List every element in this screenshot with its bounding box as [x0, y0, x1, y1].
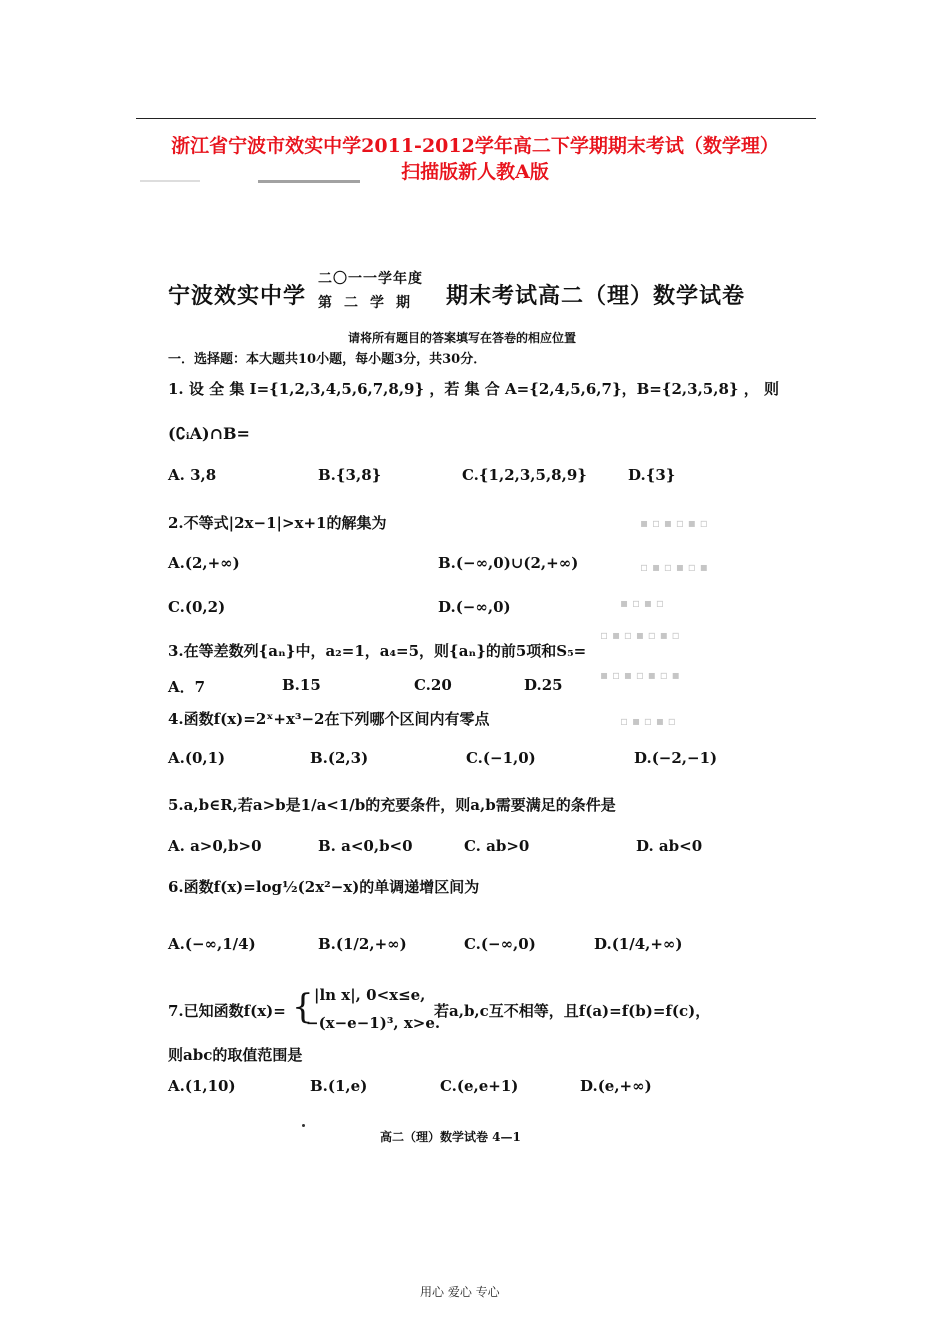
question-1-option-c: C.{1,2,3,5,8,9}	[462, 466, 587, 484]
question-3-option-a: A．7	[168, 678, 206, 696]
question-2-option-b: B.(−∞,0)∪(2,+∞)	[438, 554, 579, 572]
question-1-option-a: A. 3,8	[168, 466, 217, 484]
question-2-option-c: C.(0,2)	[168, 598, 226, 616]
question-6-option-b: B.(1/2,+∞)	[318, 935, 407, 953]
question-1-option-d: D.{3}	[628, 466, 676, 484]
question-7-stem-suffix: 若a,b,c互不相等，且f(a)=f(b)=f(c)，	[434, 1002, 711, 1020]
question-6-option-c: C.(−∞,0)	[464, 935, 536, 953]
question-5-stem: 5.a,b∈R,若a>b是1/a<1/b的充要条件，则a,b需要满足的条件是	[168, 796, 616, 814]
question-6-stem: 6.函数f(x)=log½(2x²−x)的单调递增区间为	[168, 878, 480, 896]
footer-slogan: 用心 爱心 专心	[420, 1285, 500, 1299]
exam-year: 二〇一一学年度	[318, 271, 423, 287]
question-6-option-a: A.(−∞,1/4)	[168, 935, 256, 953]
question-4-option-c: C.(−1,0)	[466, 749, 536, 767]
page-number-label: 高二（理）数学试卷 4—1	[380, 1130, 521, 1144]
exam-instruction: 请将所有题目的答案填写在答卷的相应位置	[348, 331, 577, 345]
bleed-through-mark: ▫ ▪ ▫ ▪ ▫	[620, 714, 676, 728]
scan-smudge	[140, 180, 200, 182]
question-3-stem: 3.在等差数列{aₙ}中，a₂=1，a₄=5，则{aₙ}的前5项和S₅=	[168, 642, 587, 660]
question-5-option-a: A. a>0,b>0	[168, 837, 262, 855]
question-2-option-d: D.(−∞,0)	[438, 598, 511, 616]
top-rule	[136, 118, 816, 119]
bleed-through-mark: ▪ ▫ ▪ ▫	[620, 596, 664, 610]
bleed-through-mark: ▫ ▪ ▫ ▪ ▫ ▪	[640, 560, 708, 574]
exam-semester: 第二学期	[318, 295, 422, 311]
question-7-stem-2: 则abc的取值范围是	[168, 1046, 303, 1064]
question-7-option-d: D.(e,+∞)	[580, 1077, 652, 1095]
question-4-option-b: B.(2,3)	[310, 749, 369, 767]
question-7-case-2: −(x−e−1)³, x>e.	[306, 1014, 441, 1032]
question-5-option-b: B. a<0,b<0	[318, 837, 413, 855]
question-7-option-b: B.(1,e)	[310, 1077, 368, 1095]
question-6-option-d: D.(1/4,+∞)	[594, 935, 683, 953]
question-1-option-b: B.{3,8}	[318, 466, 382, 484]
question-3-option-c: C.20	[414, 676, 452, 694]
question-4-option-a: A.(0,1)	[168, 749, 226, 767]
question-4-stem: 4.函数f(x)=2ˣ+x³−2在下列哪个区间内有零点	[168, 710, 490, 728]
question-7-option-a: A.(1,10)	[168, 1077, 236, 1095]
question-5-option-d: D. ab<0	[636, 837, 703, 855]
section-heading: 一．选择题：本大题共10小题，每小题3分，共30分．	[168, 352, 487, 367]
question-7-stem-prefix: 7.已知函数f(x)=	[168, 1002, 286, 1020]
bleed-through-mark: ▫ ▪ ▫ ▪ ▫ ▪ ▫	[600, 628, 680, 642]
piecewise-brace: {	[292, 987, 314, 1027]
document-subtitle: 扫描版新人教A版	[401, 161, 549, 183]
question-2-option-a: A.(2,+∞)	[168, 554, 240, 572]
exam-school: 宁波效实中学	[168, 283, 307, 309]
question-7-case-1: |ln x|, 0<x≤e,	[314, 986, 426, 1004]
question-7-option-c: C.(e,e+1)	[440, 1077, 519, 1095]
scan-smudge	[258, 180, 360, 183]
bleed-through-mark: ▪ ▫ ▪ ▫ ▪ ▫ ▪	[600, 668, 680, 682]
question-1-stem-2: (∁ᵢA)∩B=	[168, 424, 250, 443]
exam-title: 期末考试高二（理）数学试卷	[446, 283, 746, 309]
question-2-stem: 2.不等式|2x−1|>x+1的解集为	[168, 514, 387, 532]
document-title: 浙江省宁波市效实中学2011-2012学年高二下学期期末考试（数学理）	[171, 135, 779, 157]
question-3-option-b: B.15	[282, 676, 321, 694]
question-5-option-c: C. ab>0	[464, 837, 530, 855]
question-3-option-d: D.25	[524, 676, 563, 694]
bleed-through-mark: ▪ ▫ ▪ ▫ ▪ ▫	[640, 516, 708, 530]
scan-dot	[302, 1124, 305, 1127]
question-4-option-d: D.(−2,−1)	[634, 749, 718, 767]
question-1-stem: 1. 设 全 集 I={1,2,3,4,5,6,7,8,9} ，若 集 合 A={2,4,5,6,7}，B={2,3,5,8} ， 则	[168, 380, 779, 398]
